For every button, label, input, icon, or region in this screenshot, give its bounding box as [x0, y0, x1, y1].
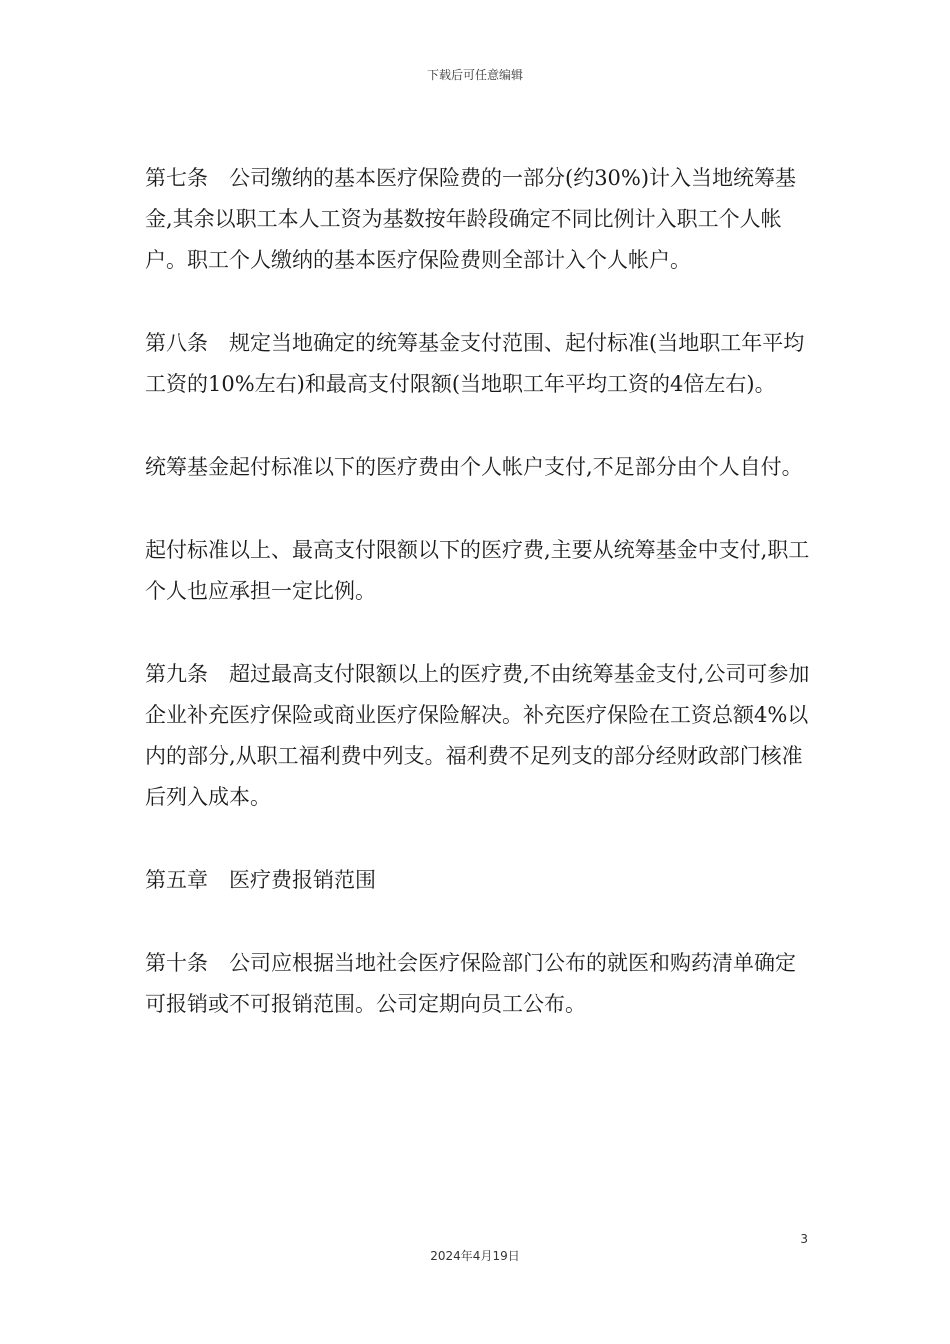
page-number: 3 [800, 1232, 808, 1246]
footer-date: 2024年4月19日 [430, 1249, 520, 1263]
coverage-paragraph: 起付标准以上、最高支付限额以下的医疗费,主要从统筹基金中支付,职工个人也应承担一定比例。 [145, 538, 810, 603]
article-8-paragraph: 第八条 规定当地确定的统筹基金支付范围、起付标准(当地职工年平均工资的10%左右)和最高支付限额(当地职工年平均工资的4倍左右)。 [145, 331, 805, 396]
article-7-paragraph: 第七条 公司缴纳的基本医疗保险费的一部分(约30%)计入当地统筹基金,其余以职工本人工资为基数按年龄段确定不同比例计入职工个人帐户。职工个人缴纳的基本医疗保险费则全部计入个人帐户。 [145, 166, 797, 272]
document-body [145, 158, 815, 1067]
article-9-paragraph: 第九条 超过最高支付限额以上的医疗费,不由统筹基金支付,公司可参加企业补充医疗保险或商业医疗保险解决。补充医疗保险在工资总额4%以内的部分,从职工福利费中列支。福利费不足列支的部分经财政部门核准后列入成本。 [145, 662, 810, 809]
page-header: 下载后可任意编辑 [426, 68, 523, 82]
article-10-paragraph: 第十条 公司应根据当地社会医疗保险部门公布的就医和购药清单确定可报销或不可报销范围。公司定期向员工公布。 [145, 951, 796, 1016]
deductible-paragraph: 统筹基金起付标准以下的医疗费由个人帐户支付,不足部分由个人自付。 [145, 455, 803, 479]
chapter-5-heading: 第五章 医疗费报销范围 [145, 868, 376, 892]
